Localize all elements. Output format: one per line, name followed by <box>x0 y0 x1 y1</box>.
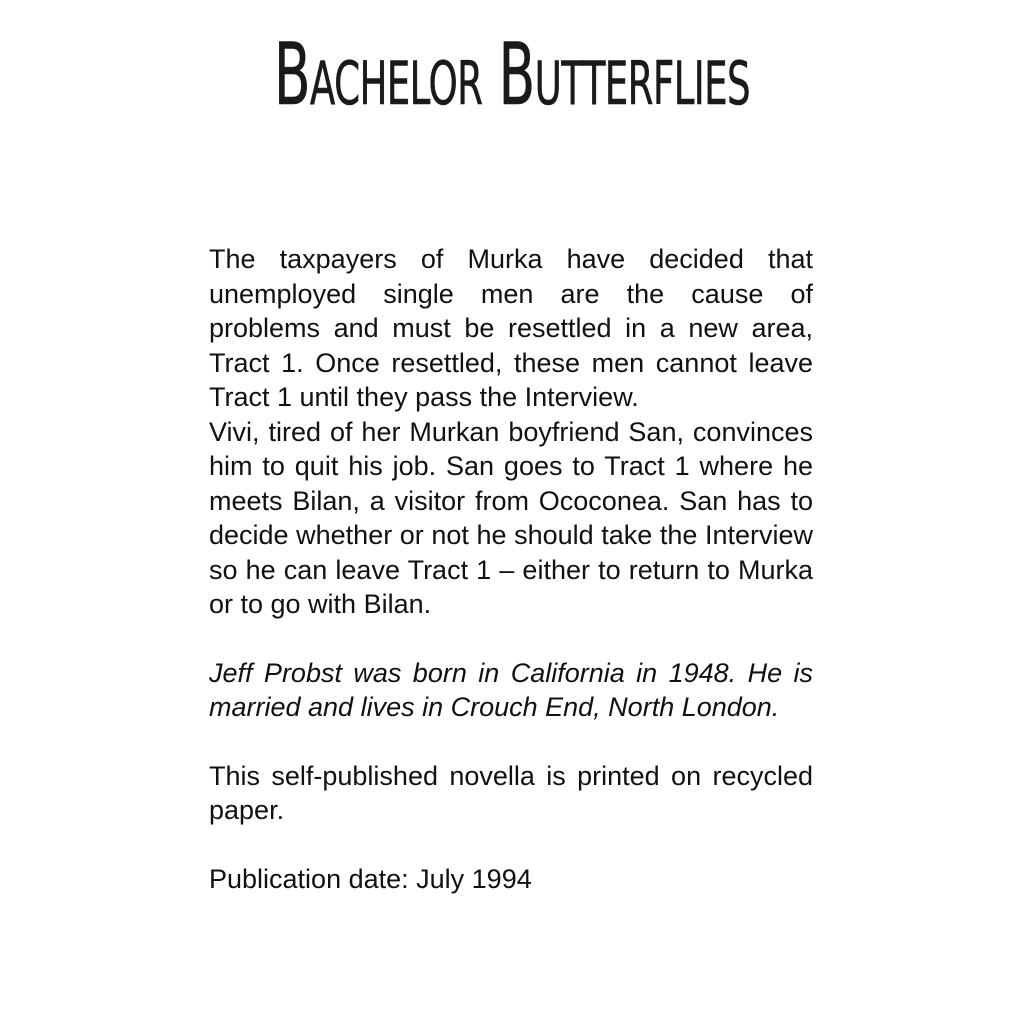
synopsis-paragraph-1: The taxpayers of Murka have decided that unemployed single men are the cause of problems and must be resettled in a new area, Tract 1. Once resettled, these men cannot leave Tract 1 until they pass the Interview. <box>209 244 813 412</box>
book-title: Bachelor Butterflies <box>273 25 751 125</box>
cover-text <box>209 242 813 896</box>
spacer <box>209 828 813 862</box>
synopsis-paragraph-2: Vivi, tired of her Murkan boyfriend San, convinces him to quit his job. San goes to Tract 1 where he meets Bilan, a visitor from Ococonea. San has to decide whether or not he should take the Interview so he can leave Tract 1 – either to return to Murka or to go with Bilan. <box>209 416 813 619</box>
author-bio: Jeff Probst was born in California in 1948. He is married and lives in Crouch End, North London. <box>209 657 813 722</box>
spacer <box>209 622 813 656</box>
paper-note: This self-published novella is printed on recycled paper. <box>209 760 813 825</box>
publication-date: Publication date: July 1994 <box>209 863 532 894</box>
spacer <box>209 725 813 759</box>
